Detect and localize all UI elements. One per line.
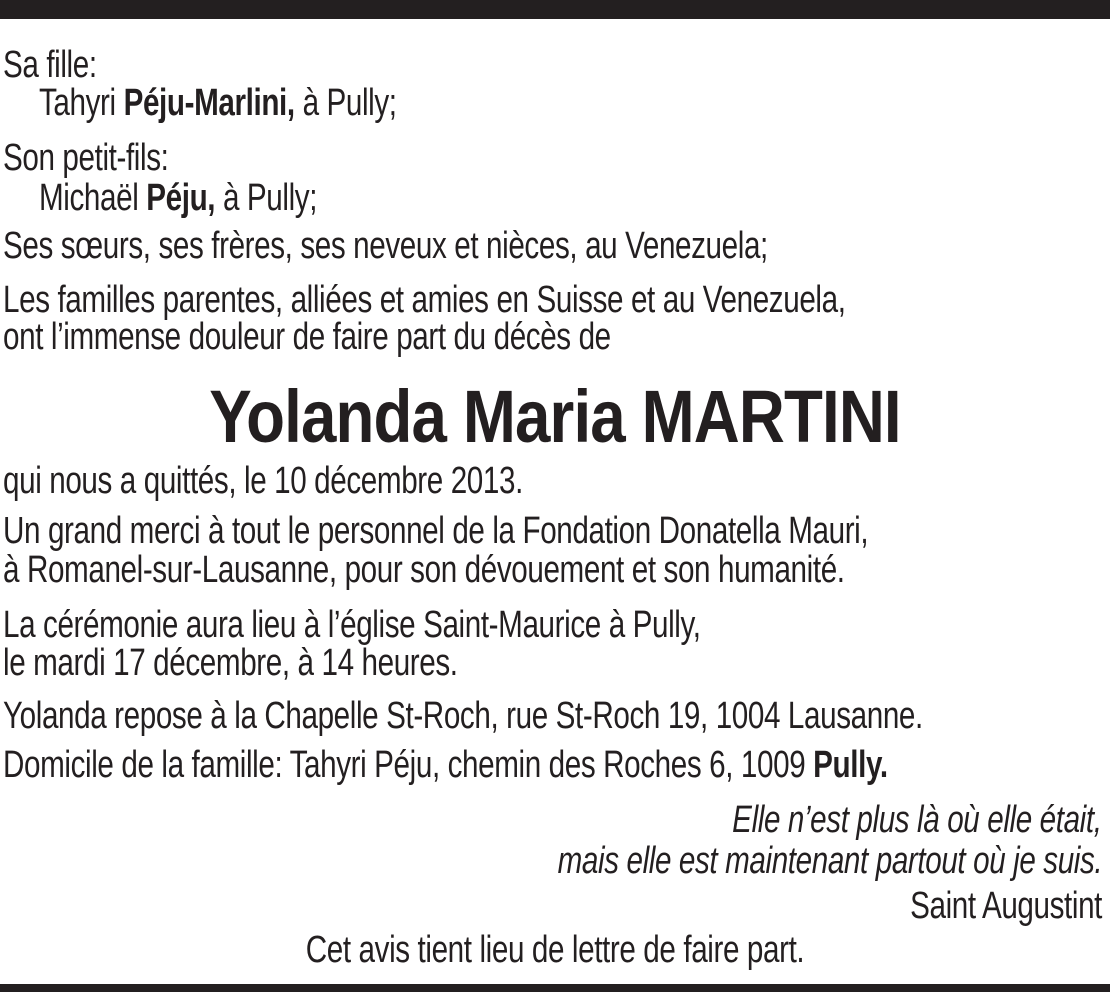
- top-rule: [0, 0, 1110, 19]
- quote-line-1: Elle n’est plus là où elle était,: [732, 799, 1102, 841]
- death-date-line: qui nous a quittés, le 10 décembre 2013.: [3, 460, 523, 502]
- grandson-name-line: [39, 176, 317, 220]
- daughter-name-line: [39, 81, 397, 125]
- grandson-location: à Pully;: [215, 177, 318, 219]
- families-line-2: ont l’immense douleur de faire part du décès de: [3, 316, 611, 358]
- closing-line: Cet avis tient lieu de lettre de faire part.: [305, 929, 805, 971]
- repose-line: Yolanda repose à la Chapelle St-Roch, rue St-Roch 19, 1004 Lausanne.: [3, 695, 923, 737]
- grandson-family-name: Péju,: [146, 177, 216, 219]
- families-line-1: Les familles parentes, alliées et amies en Suisse et au Venezuela,: [3, 279, 846, 321]
- thanks-line-1: Un grand merci à tout le personnel de la Fondation Donatella Mauri,: [3, 510, 869, 552]
- daughter-label: Sa fille:: [3, 44, 97, 86]
- domicile-town: Pully.: [813, 744, 888, 786]
- ceremony-line-2: le mardi 17 décembre, à 14 heures.: [3, 642, 458, 684]
- domicile-address: Domicile de la famille: Tahyri Péju, chemin des Roches 6, 1009: [3, 744, 814, 786]
- thanks-line-2: à Romanel-sur-Lausanne, pour son dévouement et son humanité.: [3, 549, 845, 591]
- grandson-first-name: Michaël: [39, 177, 147, 219]
- daughter-family-name: Péju-Marlini,: [123, 82, 295, 124]
- quote-line-2: mais elle est maintenant partout où je suis.: [557, 840, 1102, 882]
- quote-attribution: Saint Augustint: [910, 885, 1102, 927]
- deceased-name: Yolanda Maria MARTINI: [209, 375, 901, 458]
- daughter-location: à Pully;: [294, 82, 397, 124]
- daughter-first-name: Tahyri: [39, 82, 124, 124]
- ceremony-line-1: La cérémonie aura lieu à l’église Saint-Maurice à Pully,: [3, 604, 701, 646]
- siblings-line: Ses sœurs, ses frères, ses neveux et nièces, au Venezuela;: [3, 225, 768, 267]
- grandson-label: Son petit-fils:: [3, 137, 169, 179]
- bottom-rule: [0, 984, 1110, 992]
- domicile-line: [3, 743, 888, 787]
